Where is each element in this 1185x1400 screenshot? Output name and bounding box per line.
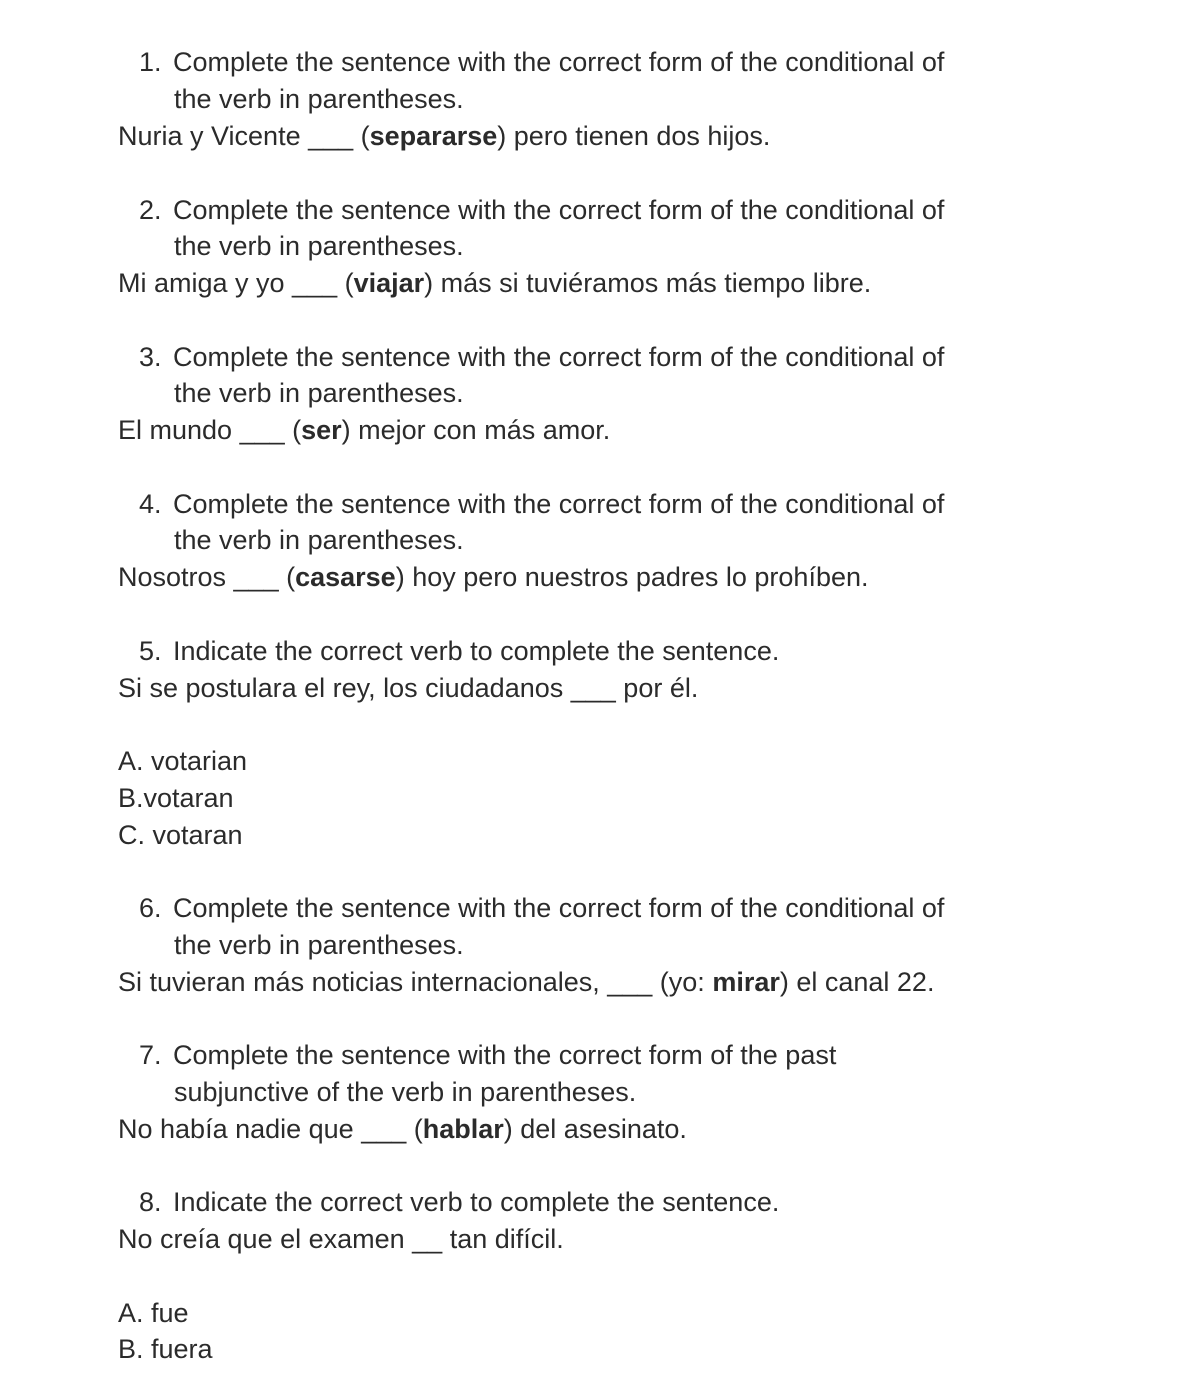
question-text-line2: the verb in parentheses. <box>174 930 464 960</box>
sentence-start: Mi amiga y yo ___ ( <box>118 268 354 298</box>
question-7-sentence <box>118 1111 1158 1148</box>
sentence-end: ) hoy pero nuestros padres lo prohíben. <box>395 562 869 592</box>
question-text-line1: Complete the sentence with the correct form of the conditional of <box>173 195 945 225</box>
question-text-line2: subjunctive of the verb in parentheses. <box>174 1077 637 1107</box>
sentence-end: ) mejor con más amor. <box>341 415 611 445</box>
question-5-sentence: Si se postulara el rey, los ciudadanos ___ por él. <box>118 673 699 703</box>
question-5-prompt <box>139 633 1059 670</box>
question-text-line1: Complete the sentence with the correct form of the conditional of <box>173 893 945 923</box>
question-6-prompt <box>139 890 1059 927</box>
verb-infinitive: viajar <box>353 268 425 298</box>
question-2-prompt <box>139 192 1059 229</box>
sentence-start: Si tuvieran más noticias internacionales, ___ (yo: <box>118 967 713 997</box>
question-number: 4. <box>139 489 162 519</box>
answer-option-b[interactable]: B.votaran <box>118 783 234 813</box>
sentence-start: No había nadie que ___ ( <box>118 1114 423 1144</box>
sentence-start: Nuria y Vicente ___ ( <box>118 121 370 151</box>
question-text-line2: the verb in parentheses. <box>174 231 464 261</box>
answer-option-b[interactable]: B. fuera <box>118 1334 213 1364</box>
question-text-line2: the verb in parentheses. <box>174 525 464 555</box>
answer-option-a[interactable]: A. fue <box>118 1298 189 1328</box>
answer-option-a[interactable]: A. votarian <box>118 746 248 776</box>
verb-infinitive: ser <box>301 415 342 445</box>
question-4-prompt <box>139 486 1059 523</box>
question-text-line1: Indicate the correct verb to complete the sentence. <box>173 636 780 666</box>
question-text-line1: Complete the sentence with the correct form of the past <box>173 1040 837 1070</box>
question-number: 1. <box>139 47 162 77</box>
question-number: 8. <box>139 1187 162 1217</box>
question-text-line1: Complete the sentence with the correct form of the conditional of <box>173 489 945 519</box>
question-text-line2: the verb in parentheses. <box>174 378 464 408</box>
question-number: 3. <box>139 342 162 372</box>
question-number: 2. <box>139 195 162 225</box>
question-1-prompt <box>139 44 1059 81</box>
question-3-sentence <box>118 412 1158 449</box>
verb-infinitive: separarse <box>369 121 498 151</box>
question-number: 7. <box>139 1040 162 1070</box>
sentence-start: El mundo ___ ( <box>118 415 302 445</box>
sentence-end: ) del asesinato. <box>503 1114 687 1144</box>
question-7-prompt <box>139 1037 1059 1074</box>
verb-infinitive: hablar <box>422 1114 504 1144</box>
question-6-sentence <box>118 964 1158 1001</box>
question-4-sentence <box>118 559 1158 596</box>
verb-infinitive: mirar <box>712 967 780 997</box>
question-number: 6. <box>139 893 162 923</box>
verb-infinitive: casarse <box>295 562 396 592</box>
question-1-sentence <box>118 118 1158 155</box>
question-2-sentence <box>118 265 1158 302</box>
question-8-sentence: No creía que el examen __ tan difícil. <box>118 1224 564 1254</box>
sentence-end: ) pero tienen dos hijos. <box>497 121 771 151</box>
sentence-end: ) el canal 22. <box>779 967 935 997</box>
sentence-end: ) más si tuviéramos más tiempo libre. <box>424 268 872 298</box>
question-text-line1: Indicate the correct verb to complete the sentence. <box>173 1187 780 1217</box>
answer-option-c[interactable]: C. votaran <box>118 820 243 850</box>
question-text-line1: Complete the sentence with the correct form of the conditional of <box>173 342 945 372</box>
question-number: 5. <box>139 636 162 666</box>
sentence-start: Nosotros ___ ( <box>118 562 296 592</box>
question-text-line2: the verb in parentheses. <box>174 84 464 114</box>
question-8-prompt <box>139 1184 1059 1221</box>
question-text-line1: Complete the sentence with the correct form of the conditional of <box>173 47 945 77</box>
question-3-prompt <box>139 339 1059 376</box>
